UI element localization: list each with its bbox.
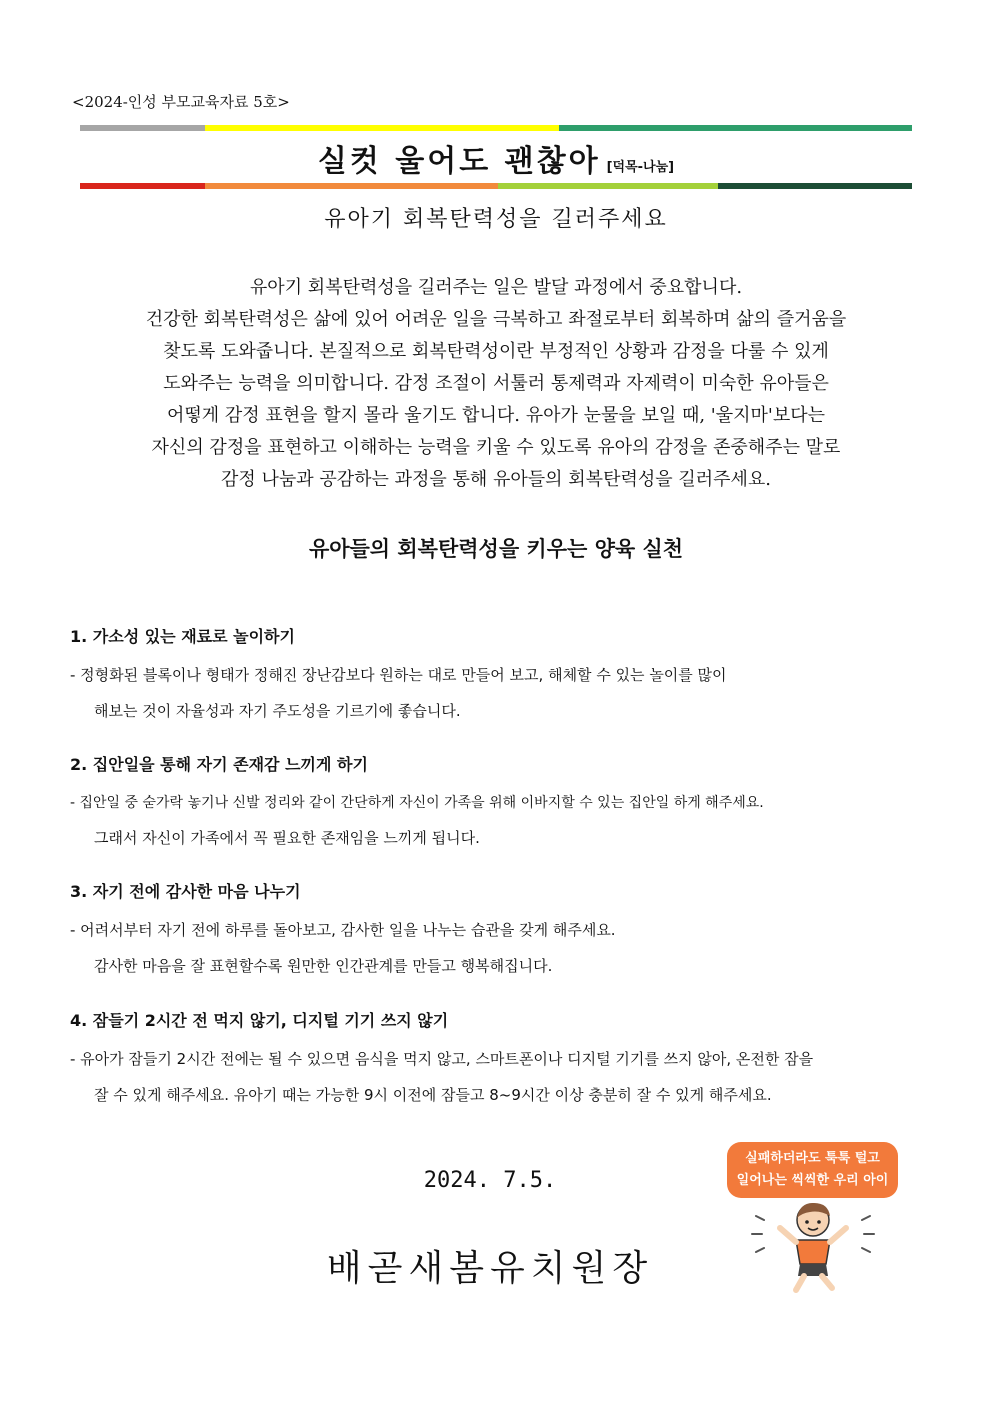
practice-title: 4. 잠들기 2시간 전 먹지 않기, 디지털 기기 쓰지 않기 bbox=[70, 1011, 449, 1030]
practice-line: 잘 수 있게 해주세요. 유아기 때는 가능한 9시 이전에 잠들고 8~9시간 이상 충분히 잘 수 있게 해주세요. bbox=[94, 1086, 772, 1104]
practice-item-1 bbox=[70, 624, 930, 721]
intro-line: 감정 나눔과 공감하는 과정을 통해 유아들의 회복탄력성을 길러주세요. bbox=[220, 469, 772, 490]
practice-item-3 bbox=[70, 879, 930, 976]
intro-line: 어떻게 감정 표현을 할지 몰라 울기도 합니다. 유아가 눈물을 보일 때, '울지마'보다는 bbox=[166, 405, 826, 426]
bottom-bar-darkgreen bbox=[718, 183, 912, 189]
jumping-child-illustration bbox=[748, 1198, 878, 1298]
child-leg bbox=[796, 1276, 804, 1290]
practice-line: - 집안일 중 숟가락 놓기나 신발 정리와 같이 간단하게 자신이 가족을 위해 이바지할 수 있는 집안일 하게 해주세요. bbox=[70, 795, 764, 811]
bottom-bar-lime bbox=[498, 183, 718, 189]
child-shirt bbox=[796, 1240, 830, 1264]
top-bar-gray bbox=[80, 125, 205, 131]
title-row bbox=[80, 136, 912, 180]
motion-line bbox=[862, 1216, 870, 1220]
motion-line bbox=[862, 1248, 870, 1252]
top-bar-green bbox=[559, 125, 912, 131]
child-eye bbox=[817, 1220, 821, 1224]
child-eye bbox=[805, 1220, 809, 1224]
child-arm bbox=[780, 1228, 796, 1242]
intro-line: 유아기 회복탄력성을 길러주는 일은 발달 과정에서 중요합니다. bbox=[249, 277, 743, 298]
intro-line: 찾도록 도와줍니다. 본질적으로 회복탄력성이란 부정적인 상황과 감정을 다룰 수 있게 bbox=[163, 341, 829, 362]
top-color-bar bbox=[80, 125, 912, 131]
bottom-bar-red bbox=[80, 183, 205, 189]
document-date: 2024. 7.5. bbox=[423, 1168, 557, 1193]
motion-line bbox=[756, 1216, 764, 1220]
page-title: 실컷 울어도 괜찮아 bbox=[317, 144, 601, 179]
practice-line: - 유아가 잠들기 2시간 전에는 될 수 있으면 음식을 먹지 않고, 스마트폰이나 디지털 기기를 쓰지 않아, 온전한 잠을 bbox=[70, 1050, 814, 1068]
bottom-bar-orange bbox=[205, 183, 498, 189]
top-bar-yellow bbox=[205, 125, 559, 131]
bottom-color-bar bbox=[80, 183, 912, 189]
intro-line: 도와주는 능력을 의미합니다. 감정 조절이 서툴러 통제력과 자제력이 미숙한 유아들은 bbox=[163, 373, 829, 394]
slogan-badge bbox=[727, 1142, 898, 1198]
practice-title: 1. 가소성 있는 재료로 놀이하기 bbox=[70, 627, 295, 646]
school-signature: 배곧새봄유치원장 bbox=[326, 1248, 654, 1289]
practice-item-4 bbox=[70, 1008, 930, 1105]
intro-paragraph bbox=[60, 272, 932, 496]
practice-line: 감사한 마음을 잘 표현할수록 원만한 인간관계를 만들고 행복해집니다. bbox=[94, 957, 553, 975]
document-label: <2024-인성 부모교육자료 5호> bbox=[72, 93, 290, 111]
practice-line: 그래서 자신이 가족에서 꼭 필요한 존재임을 느끼게 됩니다. bbox=[94, 829, 480, 847]
badge-line-2: 일어나는 씩씩한 우리 아이 bbox=[736, 1173, 889, 1188]
title-tag: [덕목-나눔] bbox=[606, 160, 675, 175]
child-arm bbox=[830, 1228, 846, 1242]
intro-line: 자신의 감정을 표현하고 이해하는 능력을 키울 수 있도록 유아의 감정을 존중해주는 말로 bbox=[151, 437, 841, 458]
practice-title: 2. 집안일을 통해 자기 존재감 느끼게 하기 bbox=[70, 755, 368, 774]
child-leg bbox=[822, 1276, 832, 1288]
practice-line: - 어려서부터 자기 전에 하루를 돌아보고, 감사한 일을 나누는 습관을 갖게 해주세요. bbox=[70, 921, 616, 939]
practice-line: - 정형화된 블록이나 형태가 정해진 장난감보다 원하는 대로 만들어 보고, 해체할 수 있는 놀이를 많이 bbox=[70, 666, 727, 684]
practice-line: 해보는 것이 자율성과 자기 주도성을 기르기에 좋습니다. bbox=[94, 702, 461, 720]
practice-title: 3. 자기 전에 감사한 마음 나누기 bbox=[70, 882, 301, 901]
motion-line bbox=[756, 1248, 764, 1252]
intro-line: 건강한 회복탄력성은 삶에 있어 어려운 일을 극복하고 좌절로부터 회복하며 삶의 즐거움을 bbox=[145, 309, 847, 330]
subtitle: 유아기 회복탄력성을 길러주세요 bbox=[324, 207, 668, 232]
badge-line-1: 실패하더라도 툭툭 털고 bbox=[745, 1151, 880, 1166]
practices-heading: 유아들의 회복탄력성을 키우는 양육 실천 bbox=[308, 537, 684, 561]
practice-item-2 bbox=[70, 752, 930, 848]
